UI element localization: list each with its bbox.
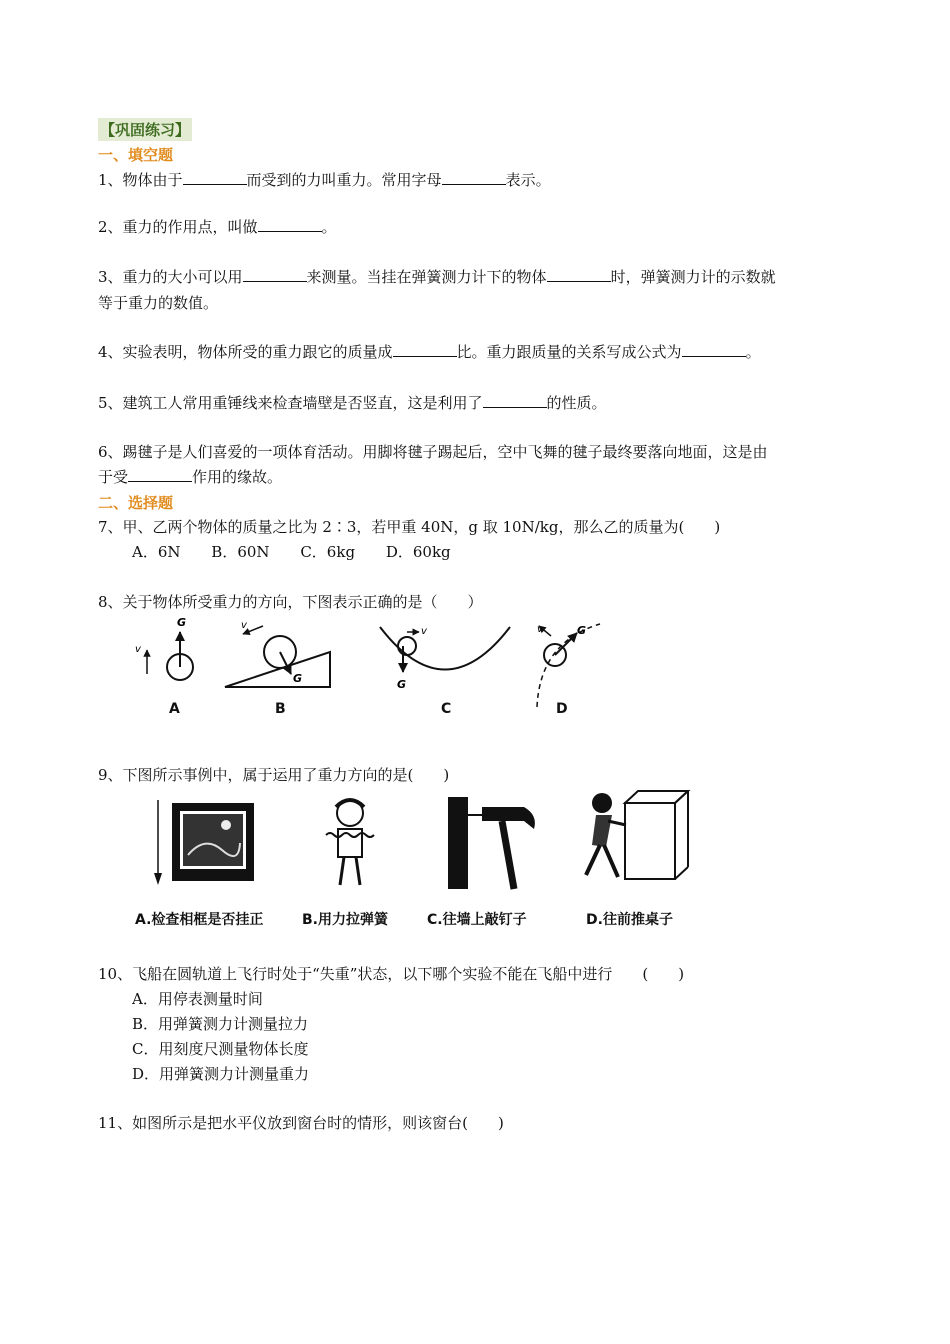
section-choice: 二、选择题	[98, 494, 174, 512]
question-3-line-2: 等于重力的数值。	[98, 294, 219, 312]
svg-text:G: G	[293, 672, 303, 685]
option-b[interactable]: B．60N	[211, 543, 270, 561]
svg-text:v: v	[537, 624, 543, 635]
figure-a	[135, 616, 193, 680]
hammer-nail-wall-icon	[448, 797, 535, 889]
answer-blank[interactable]	[393, 342, 457, 357]
answer-blank[interactable]	[243, 267, 307, 282]
svg-text:v: v	[421, 626, 427, 637]
question-4: 4、实验表明，物体所受的重力跟它的质量成 比。重力跟质量的关系写成公式为 。	[98, 343, 761, 361]
answer-blank[interactable]	[128, 467, 192, 482]
figure-c	[380, 626, 510, 691]
exercise-title: 【巩固练习】	[98, 118, 192, 141]
person-pushing-box-icon	[586, 791, 688, 879]
svg-text:G: G	[177, 616, 187, 629]
figure-label-d: D	[556, 701, 568, 717]
question-11: 11、如图所示是把水平仪放到窗台时的情形，则该窗台( )	[98, 1114, 504, 1132]
svg-text:G: G	[397, 678, 407, 691]
option-b[interactable]: B．用弹簧测力计测量拉力	[132, 1015, 309, 1033]
question-9: 9、下图所示事例中，属于运用了重力方向的是( )	[98, 766, 450, 784]
svg-text:G: G	[577, 624, 587, 637]
caption-d: D.往前推桌子	[586, 912, 673, 928]
answer-blank[interactable]	[258, 217, 322, 232]
caption-c: C.往墙上敲钉子	[427, 912, 527, 928]
figure-b	[225, 620, 330, 687]
question-2: 2、重力的作用点，叫做 。	[98, 218, 337, 236]
gravity-direction-figure	[125, 612, 605, 722]
picture-frame-plumb-icon	[154, 800, 254, 885]
section-fill-in: 一、填空题	[98, 146, 174, 164]
option-c[interactable]: C．用刻度尺测量物体长度	[132, 1040, 309, 1058]
question-8: 8、关于物体所受重力的方向，下图表示正确的是（ ）	[98, 593, 483, 611]
question-6-line-2: 于受 作用的缘故。	[98, 468, 283, 486]
answer-blank[interactable]	[682, 342, 746, 357]
option-a[interactable]: A．6N	[132, 543, 181, 561]
option-d[interactable]: D．用弹簧测力计测量重力	[132, 1065, 310, 1083]
svg-text:v: v	[241, 620, 247, 631]
answer-blank[interactable]	[547, 267, 611, 282]
svg-text:v: v	[135, 644, 141, 655]
caption-b: B.用力拉弹簧	[302, 912, 388, 928]
gravity-application-figure	[130, 785, 700, 895]
person-pulling-spring-icon	[326, 800, 374, 885]
caption-a: A.检查相框是否挂正	[135, 912, 264, 928]
figure-label-b: B	[275, 701, 286, 717]
question-10: 10、飞船在圆轨道上飞行时处于“失重”状态，以下哪个实验不能在飞船中进行 ( )	[98, 965, 685, 983]
figure-d	[537, 624, 600, 707]
answer-blank[interactable]	[483, 393, 547, 408]
option-c[interactable]: C．6kg	[300, 543, 356, 561]
option-d[interactable]: D．60kg	[385, 543, 451, 561]
question-1: 1、物体由于 而受到的力叫重力。常用字母 表示。	[98, 171, 551, 189]
question-7-options	[132, 542, 477, 562]
option-a[interactable]: A．用停表测量时间	[132, 990, 263, 1008]
question-3: 3、重力的大小可以用 来测量。当挂在弹簧测力计下的物体 时，弹簧测力计的示数就	[98, 268, 776, 286]
answer-blank[interactable]	[183, 170, 247, 185]
figure-label-c: C	[441, 701, 452, 717]
answer-blank[interactable]	[442, 170, 506, 185]
question-5: 5、建筑工人常用重锤线来检查墙壁是否竖直，这是利用了 的性质。	[98, 394, 607, 412]
figure-label-a: A	[169, 701, 180, 717]
question-7: 7、甲、乙两个物体的质量之比为 2∶3，若甲重 40N，g 取 10N/kg，那么乙的质量为( )	[98, 518, 721, 536]
question-6: 6、踢毽子是人们喜爱的一项体育活动。用脚将毽子踢起后，空中飞舞的毽子最终要落向地面，这是由	[98, 443, 768, 461]
